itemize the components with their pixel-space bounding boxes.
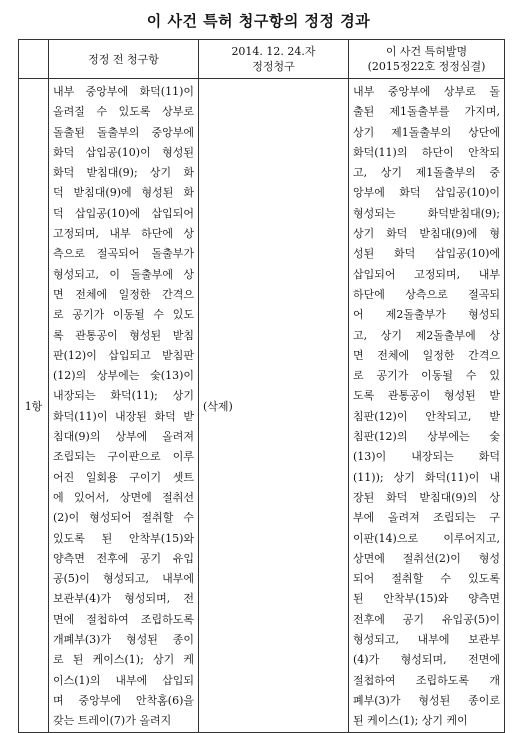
document-title: 이 사건 특허 청구항의 정정 경과: [146, 12, 371, 30]
claim-before-line: 갖는 트레이(7)가 올려지: [53, 714, 172, 728]
claim-before-line: 에 있어서, 상면에 절취선: [53, 490, 194, 504]
claim-after-line: 고, 상기 제1돌출부의 중: [353, 166, 500, 180]
claim-after-line: 화덕(11)의 하단이 안착되: [353, 145, 500, 159]
claim-before-line: 돌출된 돌출부의 중앙부에: [53, 125, 194, 139]
claim-after-line: 앙부에 화덕 삽입공(10)이: [353, 186, 500, 200]
claim-before-line: 면에 절첩하여 조립하도록: [53, 612, 194, 626]
claim-after-line: 내부 중앙부에 상부로 돌: [353, 85, 500, 98]
header-patent-invention: [349, 40, 505, 79]
claim-before-line: 형성되고, 이 돌출부에 상: [53, 267, 194, 281]
claim-after-line: 전후에 공기 유입공(5)이: [353, 612, 500, 626]
claim-before-line: 록 관통공이 형성된 받침: [53, 328, 194, 342]
claim-before-line: 양측면 전후에 공기 유입: [53, 551, 194, 565]
claim-after-line: 형성되는 화덕받침대(9);: [353, 206, 500, 220]
claim-before-line: 고정되며, 내부 하단에 상: [53, 227, 194, 241]
header-patent-invention-case: (2015정22호 정정심결): [367, 60, 486, 73]
claim-after-line: 상기 제1돌출부의 상단에: [353, 125, 500, 139]
claim-before-line: 조립되는 구이판으로 이루: [53, 450, 194, 464]
claim-number-cell: 1항: [19, 79, 49, 733]
claim-before-line: 로 된 케이스(1); 상기 케: [53, 653, 194, 667]
claim-before-line: 이스(1)의 내부에 삽입되: [53, 673, 194, 687]
claim-before-line: 침대(9)의 상부에 올려져: [53, 430, 194, 444]
claim-after-line: 침판(12)이 안착되고, 받: [353, 409, 500, 423]
claim-before-line: 로 공기가 이동될 수 있도: [53, 308, 194, 322]
claim-before-line: (12)의 상부에는 숯(13)이: [53, 369, 194, 383]
claim-before-line: 어진 일회용 구이기 셋트: [53, 470, 194, 484]
header-claim-number: [19, 40, 49, 79]
claim-after-line: 폐부(3)가 형성된 종이로: [353, 693, 500, 707]
claim-after-line: (11)); 상기 화덕(11)이 내: [353, 470, 500, 484]
claim-after-line: 고, 상기 제2돌출부에 상: [353, 328, 500, 342]
claim-before-line: 있도록 된 안착부(15)와: [53, 531, 194, 545]
claim-before-line: 판(12)이 삽입되고 받침판: [53, 348, 194, 362]
claim-after-line: 하단에 상측으로 절곡되: [353, 287, 500, 301]
claim-before-cell: [49, 79, 199, 733]
correction-request-cell: (삭제): [199, 79, 349, 733]
claim-before-line: 공(5)이 형성되고, 내부에: [53, 572, 194, 586]
header-patent-invention-title: 이 사건 특허발명: [385, 45, 468, 58]
claim-before-line: 며 중앙부에 안착홈(6)을: [53, 693, 194, 707]
claim-before-line: 덕 삽입공(10)에 삽입되어: [53, 206, 194, 220]
claim-after-line: 장된 화덕 받침대(9)의 상: [353, 490, 500, 504]
table-row: [19, 79, 505, 733]
claim-after-cell: [349, 79, 505, 733]
header-before-amendment: 정정 전 청구항: [49, 40, 199, 79]
claim-after-line: 삽입되어 고정되며, 내부: [353, 267, 500, 281]
claim-after-line: 부에 올려져 조립되는 구: [353, 511, 500, 525]
header-correction-request-date: 2014. 12. 24.자: [231, 45, 316, 58]
claim-before-line: 화덕 삽입공(10)이 형성된: [53, 145, 194, 159]
claim-after-line: (13)이 내장되는 화덕: [353, 450, 500, 464]
claim-after-line: 상기 화덕 받침대(9)에 형: [353, 227, 500, 241]
claim-after-line: 된 안착부(15)와 양측면: [353, 592, 500, 606]
claim-before-line: 면 전체에 일정한 간격으: [53, 287, 194, 301]
claim-after-line: 성된 화덕 삽입공(10)에: [353, 247, 500, 261]
claim-after-line: (4)가 형성되며, 전면에: [353, 653, 500, 667]
claim-after-line: 면 전체에 일정한 간격으: [353, 348, 500, 362]
claim-before-line: 올려질 수 있도록 상부로: [53, 105, 194, 119]
claim-before-line: 덕 받침대(9)에 형성된 화: [53, 186, 194, 200]
claim-amendment-table: [18, 39, 505, 733]
claim-before-line: 내장되는 화덕(11); 상기: [53, 389, 194, 403]
claim-after-line: 되어 절취할 수 있도록: [353, 572, 500, 586]
claim-before-line: 개폐부(3)가 형성된 종이: [53, 633, 194, 647]
claim-after-line: 도록 관통공이 형성된 받: [353, 389, 500, 403]
claim-before-line: 내부 중앙부에 화덕(11)이: [53, 85, 194, 98]
claim-after-line: 상면에 절취선(2)이 형성: [353, 551, 500, 565]
claim-before-line: 측으로 절곡되어 돌출부가: [53, 247, 194, 261]
claim-after-line: 출된 제1돌출부를 가지며,: [353, 105, 500, 119]
claim-after-line: 된 케이스(1); 상기 케이: [353, 714, 468, 728]
claim-before-line: 보관부(4)가 형성되며, 전: [53, 592, 194, 606]
claim-before-line: 화덕 받침대(9); 상기 화: [53, 166, 194, 180]
claim-after-line: 로 공기가 이동될 수 있: [353, 369, 500, 383]
claim-after-line: 이판(14)으로 이루어지고,: [353, 531, 500, 545]
header-correction-request: [199, 40, 349, 79]
header-correction-request-label: 정정청구: [252, 60, 295, 73]
table-header-row: [19, 40, 505, 79]
claim-after-line: 형성되고, 내부에 보관부: [353, 633, 500, 647]
claim-after-line: 침판(12)의 상부에는 숯: [353, 430, 500, 444]
claim-after-line: 어 제2돌출부가 형성되: [353, 308, 500, 322]
claim-before-line: 화덕(11)이 내장된 화덕 받: [53, 409, 194, 423]
claim-before-line: (2)이 형성되어 절취할 수: [53, 511, 194, 525]
claim-after-line: 절첩하여 조립하도록 개: [353, 673, 500, 687]
